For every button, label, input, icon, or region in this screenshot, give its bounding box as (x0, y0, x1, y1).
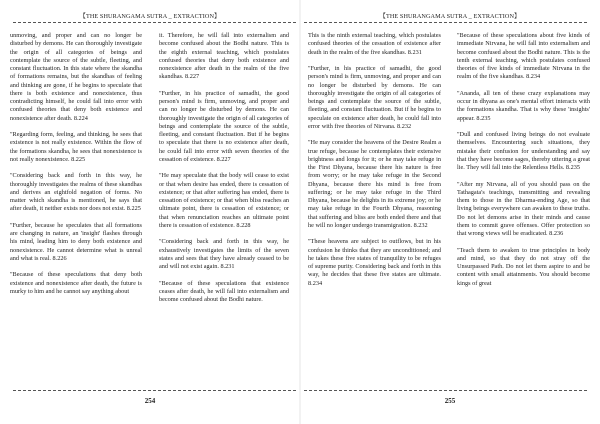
paragraph: "Teach them to awaken to true principles in body and mind, so that they do not stray off the Unsurpassed Path. Do not let them aspire to and be content with small attainments. You should become kings of great (457, 246, 590, 287)
page-number: 255 (444, 397, 456, 405)
header-rule (304, 22, 587, 23)
text-column-left (10, 32, 142, 304)
paragraph: "Ananda, all ten of these crazy explanations may occur in dhyana as one's mental effort interacts with the formations skandha. That is why these 'insights' appear. 8.235 (457, 89, 590, 122)
paragraph: "These heavens are subject to outflows, but in his confusion he thinks that they are unconditioned; and he takes these five states of tranquility to be refuges of supreme purity. Considering back and forth in this way, he decides that these five states are ultimate. 8.234 (308, 238, 441, 287)
paragraph: "He may speculate that the body will cease to exist or that when desire has ended, there is cessation of existence; or that after suffering has ended, there is cessation of existence; or that when bliss reaches an ultimate point, there is cessation of existence; or that when renunciation reaches an ultimate point there is cessation of existence. 8.228 (159, 172, 289, 229)
page-header (0, 13, 300, 25)
paragraph: "Considering back and forth in this way, he exhaustively investigates the limits of the seven states and sees that they have already ceased to be and will not exist again. 8.231 (159, 238, 289, 270)
paragraph: it. Therefore, he will fall into externalism and become confused about the Bodhi nature. This is the eighth external teaching, which postulates confused theories that deny both existence and nonexistence after death in the realm of the five skandhas. 8.227 (159, 32, 289, 81)
paragraph: This is the ninth external teaching, which postulates confused theories of the cessation of existence after death in the realm of the five skandhas. 8.231 (308, 32, 441, 56)
page-header (300, 13, 600, 25)
paragraph: "Further, in his practice of samadhi, the good person's mind is firm, unmoving, and proper and can no longer be disturbed by demons. He can thoroughly investigate the origin of all categories of beings and contemplate the source of the subtle, fleeting, and constant fluctuation. But if he begins to speculate on existence after death, he could fall into error with five theories of Nirvana. 8.232 (308, 65, 441, 130)
text-column-left (308, 32, 441, 296)
paragraph: "Further, in his practice of samadhi, the good person's mind is firm, unmoving, and proper and can no longer be disturbed by demons. He can thoroughly investigate the origin of all categories of beings and contemplate the source of the subtle, fleeting, and constant fluctuation. But if he begins to speculate that there is no existence after death, he could fall into error with seven theories of the cessation of existence. 8.227 (159, 89, 289, 163)
text-column-right (159, 32, 289, 313)
paragraph: "Because of these speculations about five kinds of immediate Nirvana, he will fall into externalism and become confused about the Bodhi nature. This is the tenth external teaching, which postulates confused theories of five kinds of immediate Nirvana in the realm of the five skandhas. 8.234 (457, 32, 590, 81)
paragraph: "He may consider the heavens of the Desire Realm a true refuge, because he contemplates their extensive brightness and longs for it; or he may take refuge in the First Dhyana, because there his nature is free from worry; or he may take refuge in the Second Dhyana, because there his mind is free from suffering; or he may take refuge in the Third Dhyana, because he delights in its extreme joy; or he may take refuge in the Fourth Dhyana, reasoning that suffering and bliss are both ended there and that he will no longer undergo transmigration. 8.232 (308, 139, 441, 229)
paragraph: "Considering back and forth in this way, he thoroughly investigates the realms of these skandhas and derives an eightfold negation of forms. No matter which skandha is mentioned, he says that after death, it neither exists nor does not exist. 8.225 (10, 172, 142, 213)
right-page (300, 0, 600, 424)
header-title: 【THE SHURANGAMA SUTRA _ EXTRACTION】 (379, 13, 521, 20)
footer-rule (13, 390, 296, 391)
header-rule (13, 22, 296, 23)
text-column-right (457, 32, 590, 296)
paragraph: "Regarding form, feeling, and thinking, he sees that existence is not really existence. Within the flow of the formations skandha, he sees that nonexistence is not really nonexistence. 8.225 (10, 131, 142, 163)
paragraph: "Because of these speculations that existence ceases after death, he will fall into externalism and become confused about the Bodhi nature. (159, 279, 289, 303)
header-title: 【THE SHURANGAMA SUTRA _ EXTRACTION】 (79, 13, 221, 20)
paragraph: "After my Nirvana, all of you should pass on the Tathagata's teachings, transmitting and revealing them to those in the Dharma-ending Age, so that living beings everywhere can awaken to these truths. Do not let demons arise in their minds and cause them to commit grave offenses. Offer protection so that wrong views will be eradicated. 8.236 (457, 180, 590, 237)
paragraph: "Further, because he speculates that all formations are changing in nature, an 'insight' flashes through his mind, leading him to deny both existence and nonexistence. He cannot determine what is unreal and what is real. 8.226 (10, 221, 142, 262)
paragraph: "Because of these speculations that deny both existence and nonexistence after death, the future is murky to him and he cannot say anything about (10, 271, 142, 295)
page-number: 254 (144, 397, 156, 405)
footer-rule (304, 390, 587, 391)
paragraph: "Dull and confused living beings do not evaluate themselves. Encountering such situations, they mistake their confusion for understanding and say that they have become sages, thereby uttering a great lie. They will fall into the Relentless Hells. 8.235 (457, 131, 590, 171)
paragraph: unmoving, and proper and can no longer be disturbed by demons. He can thoroughly investigate the origin of all categories of beings and contemplate the source of the subtle, fleeting, and constant fluctuation. In this state where the skandha of formations remains, but the skandhas of feeling and thinking are gone, if he begins to speculate that there is both existence and nonexistence, thus contradicting himself, he could fall into error with confused theories that deny both existence and nonexistence after death. 8.224 (10, 32, 142, 122)
